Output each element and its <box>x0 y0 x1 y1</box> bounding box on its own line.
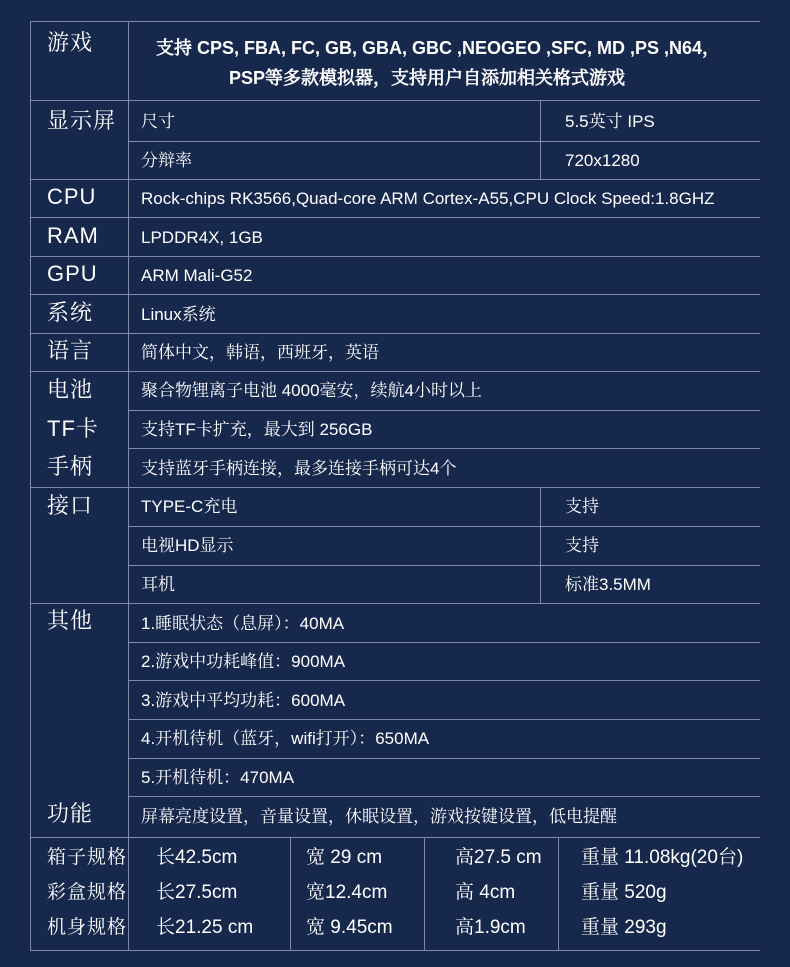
others-item: 3.游戏中平均功耗：600MA <box>141 691 346 710</box>
rule <box>128 21 129 837</box>
dimension-weight: 重量 293g <box>581 917 667 938</box>
port-value: 支持 <box>565 536 599 555</box>
rule <box>128 141 760 142</box>
language-label: 语言 <box>47 338 94 363</box>
language-value: 简体中文，韩语，西班牙，英语 <box>141 343 379 362</box>
system-value: Linux系统 <box>141 305 216 324</box>
dimension-weight: 重量 11.08kg(20台) <box>581 847 744 868</box>
rule <box>128 680 760 681</box>
display-size-value: 5.5英寸 IPS <box>565 112 655 131</box>
dimension-width: 宽 9.45cm <box>306 917 393 938</box>
battery-label: 电池 <box>47 377 94 402</box>
gpu-label: GPU <box>47 261 98 286</box>
port-name: 耳机 <box>141 575 175 594</box>
rule <box>128 448 760 449</box>
dimension-label: 机身规格 <box>47 917 128 938</box>
rule <box>128 837 129 950</box>
port-name: 电视HD显示 <box>141 536 234 555</box>
rule <box>30 217 760 218</box>
dimension-length: 长42.5cm <box>156 847 238 868</box>
display-label: 显示屏 <box>47 108 117 133</box>
others-item: 4.开机待机（蓝牙，wifi打开）：650MA <box>141 729 430 748</box>
others-label: 其他 <box>47 608 94 633</box>
tfcard-value: 支持TF卡扩充，最大到 256GB <box>141 420 373 439</box>
ports-label: 接口 <box>47 493 94 518</box>
rule <box>30 294 760 295</box>
port-value: 标准3.5MM <box>565 575 651 594</box>
rule <box>30 603 760 604</box>
rule <box>540 100 541 179</box>
rule <box>30 21 31 950</box>
dimension-length: 长21.25 cm <box>156 917 254 938</box>
dimension-height: 高27.5 cm <box>455 847 542 868</box>
ram-value: LPDDR4X, 1GB <box>141 228 263 247</box>
display-resolution-value: 720x1280 <box>565 151 640 170</box>
tfcard-label: TF卡 <box>47 416 99 441</box>
rule <box>128 410 760 411</box>
dimension-length: 长27.5cm <box>156 882 238 903</box>
rule <box>128 719 760 720</box>
others-item: 5.开机待机：470MA <box>141 768 295 787</box>
rule <box>540 487 541 603</box>
rule <box>30 837 760 838</box>
dimension-weight: 重量 520g <box>581 882 667 903</box>
games-label: 游戏 <box>47 30 94 55</box>
rule <box>558 837 559 950</box>
rule <box>128 565 760 566</box>
dimension-width: 宽 29 cm <box>306 847 383 868</box>
rule <box>30 21 760 22</box>
dimension-width: 宽12.4cm <box>306 882 388 903</box>
others-item: 2.游戏中功耗峰值：900MA <box>141 652 346 671</box>
rule <box>30 371 760 372</box>
games-line-1: 支持 CPS, FBA, FC, GB, GBA, GBC ,NEOGEO ,SFC, MD ,PS ,N64， <box>156 38 721 58</box>
rule <box>30 256 760 257</box>
rule <box>290 837 291 950</box>
gamepad-value: 支持蓝牙手柄连接，最多连接手柄可达4个 <box>141 459 457 478</box>
rule <box>128 526 760 527</box>
rule <box>30 950 760 951</box>
dimension-label: 箱子规格 <box>47 847 128 868</box>
dimension-height: 高1.9cm <box>455 917 526 938</box>
dimension-height: 高 4cm <box>455 882 516 903</box>
cpu-value: Rock-chips RK3566,Quad-core ARM Cortex-A55,CPU Clock Speed:1.8GHZ <box>141 189 715 208</box>
system-label: 系统 <box>47 300 94 325</box>
rule <box>30 333 760 334</box>
gamepad-label: 手柄 <box>47 454 94 479</box>
others-item: 1.睡眠状态（息屏）：40MA <box>141 614 345 633</box>
display-resolution-name: 分辩率 <box>141 151 192 170</box>
port-name: TYPE-C充电 <box>141 497 238 516</box>
rule <box>128 796 760 797</box>
rule <box>30 179 760 180</box>
display-size-name: 尺寸 <box>141 112 175 131</box>
rule <box>30 487 760 488</box>
gpu-value: ARM Mali-G52 <box>141 266 253 285</box>
cpu-label: CPU <box>47 184 97 209</box>
dimension-label: 彩盒规格 <box>47 882 128 903</box>
rule <box>30 100 760 101</box>
rule <box>128 642 760 643</box>
battery-value: 聚合物锂离子电池 4000毫安，续航4小时以上 <box>141 381 482 400</box>
port-value: 支持 <box>565 497 599 516</box>
games-line-2: PSP等多款模拟器，支持用户自添加相关格式游戏 <box>229 68 626 88</box>
functions-value: 屏幕亮度设置，音量设置，休眠设置，游戏按键设置，低电提醒 <box>141 807 617 826</box>
rule <box>424 837 425 950</box>
ram-label: RAM <box>47 223 99 248</box>
functions-label: 功能 <box>47 801 94 826</box>
rule <box>128 758 760 759</box>
